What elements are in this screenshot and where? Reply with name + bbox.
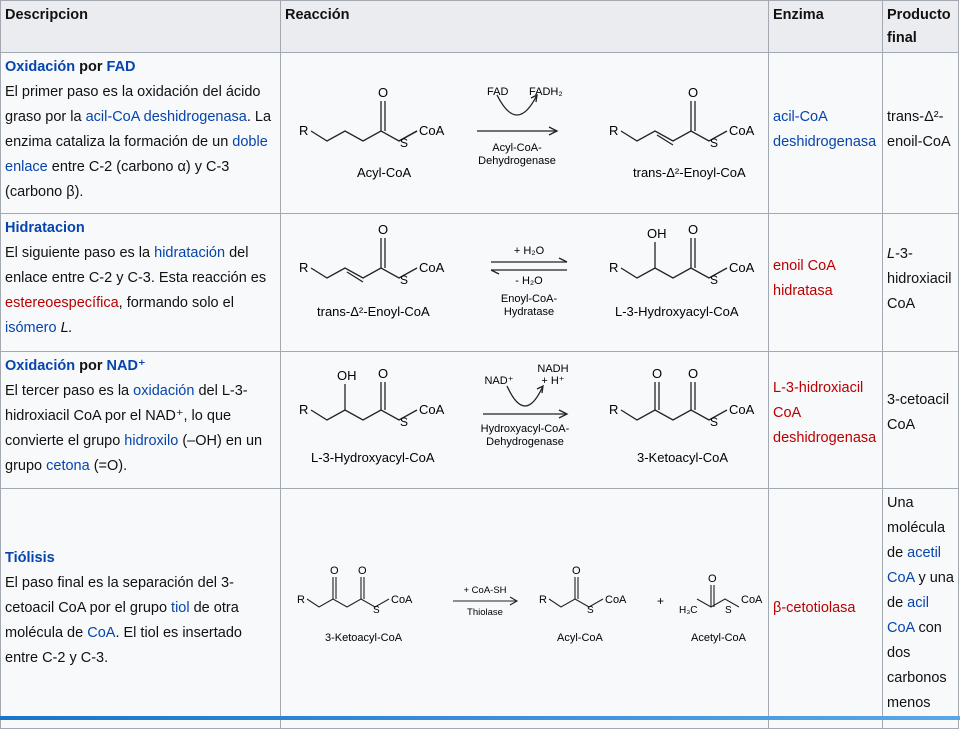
row-title-link[interactable]: FAD bbox=[106, 59, 136, 75]
row-title[interactable]: Oxidación bbox=[5, 358, 76, 374]
arrow-enzyme: Dehydrogenase bbox=[478, 155, 556, 167]
struct-s: S bbox=[587, 604, 594, 616]
arrow-enzyme: Dehydrogenase bbox=[486, 436, 564, 448]
struct-o: O bbox=[688, 366, 699, 381]
struct-h3c: H₃C bbox=[679, 604, 698, 616]
struct-coa: CoA bbox=[419, 123, 445, 138]
desc-link[interactable]: isómero bbox=[5, 320, 57, 336]
desc-text: El paso final es la separación del 3-cetoacil CoA por el grupo bbox=[5, 575, 234, 616]
struct-s: S bbox=[400, 415, 409, 429]
struct-s: S bbox=[710, 415, 719, 429]
enzyme-link[interactable]: acil-CoA deshidrogenasa bbox=[773, 109, 877, 150]
struct-o: O bbox=[378, 222, 389, 237]
struct-r: R bbox=[297, 593, 305, 606]
struct-r: R bbox=[609, 402, 619, 417]
desc-link[interactable]: acil-CoA deshidrogenasa bbox=[85, 109, 247, 125]
final-text: Una molécula de bbox=[887, 495, 946, 561]
enzyme-link[interactable]: β-cetotiolasa bbox=[773, 600, 856, 616]
reactant-label: L-3-Hydroxyacyl-CoA bbox=[311, 450, 435, 465]
header-product[interactable]: Producto final bbox=[883, 1, 959, 53]
desc-text: (–OH) en un grupo bbox=[5, 433, 263, 474]
struct-coa: CoA bbox=[419, 402, 445, 417]
product-label: 3-Ketoacyl-CoA bbox=[637, 450, 729, 465]
row-title-link[interactable]: NAD⁺ bbox=[106, 358, 146, 374]
arrow-enzyme: Acyl-CoA- bbox=[492, 142, 542, 154]
row-description bbox=[1, 214, 281, 352]
desc-text: (=O). bbox=[89, 458, 128, 474]
row-title-connector: por bbox=[75, 59, 107, 75]
struct-oh: OH bbox=[337, 368, 357, 383]
struct-r: R bbox=[299, 123, 309, 138]
struct-coa: CoA bbox=[391, 593, 413, 606]
desc-text: , formando solo el bbox=[118, 295, 234, 311]
final-product: -3-hidroxiacil CoA bbox=[887, 246, 952, 312]
cofactor-out: NADH bbox=[537, 363, 569, 375]
struct-coa: CoA bbox=[729, 123, 755, 138]
product-cell bbox=[883, 352, 959, 489]
bottom-accent-bar bbox=[0, 716, 960, 720]
desc-text: El primer paso es la oxidación del ácido graso por la bbox=[5, 84, 261, 125]
arrow-enzyme: Thiolase bbox=[467, 606, 503, 618]
enzyme-link[interactable]: L-3-hidroxiacil CoA deshidrogenasa bbox=[773, 380, 877, 446]
desc-text: . El tiol es insertado entre C-2 y C-3. bbox=[5, 625, 242, 666]
struct-s: S bbox=[400, 136, 409, 150]
struct-s: S bbox=[373, 604, 380, 616]
desc-link[interactable]: cetona bbox=[46, 458, 90, 474]
struct-o: O bbox=[652, 366, 663, 381]
struct-o: O bbox=[330, 564, 339, 577]
enzyme-cell bbox=[769, 53, 883, 214]
final-product-prefix: L bbox=[887, 246, 896, 262]
product-cell bbox=[883, 489, 959, 729]
water-in: + H₂O bbox=[513, 245, 545, 257]
reaction-scheme bbox=[285, 55, 773, 211]
enzyme-link[interactable]: enoil CoA hidratasa bbox=[773, 258, 836, 299]
struct-o: O bbox=[572, 564, 581, 577]
reactant-label: trans-Δ²-Enoyl-CoA bbox=[317, 304, 430, 319]
struct-s: S bbox=[710, 273, 719, 287]
enzyme-cell bbox=[769, 214, 883, 352]
struct-coa: CoA bbox=[729, 402, 755, 417]
reaction-cell bbox=[281, 53, 769, 214]
row-title[interactable]: Hidratacion bbox=[5, 220, 85, 236]
row-title-connector: por bbox=[75, 358, 107, 374]
row-title[interactable]: Oxidación bbox=[5, 59, 76, 75]
cofactor-in: FAD bbox=[487, 86, 509, 98]
struct-r: R bbox=[299, 402, 309, 417]
arrow-enzyme: Enoyl-CoA- bbox=[500, 293, 558, 305]
final-product: trans-Δ²-enoil-CoA bbox=[887, 109, 951, 150]
product-label: L-3-Hydroxyacyl-CoA bbox=[615, 304, 739, 319]
desc-text: entre C-2 (carbono α) y C-3 (carbono β). bbox=[5, 159, 230, 200]
struct-oh: OH bbox=[647, 226, 667, 241]
struct-s: S bbox=[710, 136, 719, 150]
desc-link[interactable]: tiol bbox=[171, 600, 190, 616]
cofactor-in: NAD⁺ bbox=[484, 375, 514, 387]
header-description[interactable]: Descripcion bbox=[1, 1, 281, 53]
struct-o: O bbox=[688, 222, 699, 237]
struct-coa: CoA bbox=[419, 260, 445, 275]
struct-o: O bbox=[378, 366, 389, 381]
reactant-label: 3-Ketoacyl-CoA bbox=[325, 631, 403, 644]
reagent-in: + CoA-SH bbox=[463, 584, 507, 596]
struct-s: S bbox=[400, 273, 409, 287]
reaction-scheme bbox=[285, 549, 773, 669]
desc-text: El tercer paso es la bbox=[5, 383, 134, 399]
cofactor-out: + H⁺ bbox=[541, 375, 565, 387]
final-link[interactable]: acil CoA bbox=[887, 595, 929, 636]
desc-text: . La enzima cataliza la formación de un bbox=[5, 109, 272, 150]
product-label: trans-Δ²-Enoyl-CoA bbox=[633, 165, 746, 180]
final-text: y una de bbox=[887, 570, 954, 611]
reaction-scheme bbox=[285, 216, 773, 349]
arrow-enzyme: Hydroxyacyl-CoA- bbox=[480, 423, 570, 435]
final-link[interactable]: acetil CoA bbox=[887, 545, 942, 586]
desc-link[interactable]: doble enlace bbox=[5, 134, 268, 175]
desc-text: L. bbox=[56, 320, 73, 336]
final-text: con dos carbonos menos bbox=[887, 620, 947, 711]
desc-text: del L-3-hidroxiacil CoA por el NAD⁺, lo que convierte el grupo bbox=[5, 383, 248, 449]
row-description bbox=[1, 352, 281, 489]
cofactor-out: FADH₂ bbox=[529, 86, 563, 98]
product-label: Acyl-CoA bbox=[557, 631, 603, 644]
table-row bbox=[1, 53, 959, 214]
enzyme-cell bbox=[769, 352, 883, 489]
reaction-scheme bbox=[285, 354, 773, 486]
reaction-cell bbox=[281, 352, 769, 489]
final-product: 3-cetoacil CoA bbox=[887, 392, 950, 433]
row-title[interactable]: Tiólisis bbox=[5, 550, 55, 566]
product-cell bbox=[883, 214, 959, 352]
arrow-enzyme: Hydratase bbox=[503, 306, 555, 318]
struct-coa: CoA bbox=[605, 593, 627, 606]
struct-r: R bbox=[539, 593, 547, 606]
struct-coa: CoA bbox=[729, 260, 755, 275]
struct-r: R bbox=[609, 123, 619, 138]
desc-text: El siguiente paso es la bbox=[5, 245, 155, 261]
struct-o: O bbox=[688, 85, 699, 100]
desc-link[interactable]: hidratación bbox=[154, 245, 226, 261]
table-row bbox=[1, 214, 959, 352]
enzyme-cell bbox=[769, 489, 883, 729]
row-description bbox=[1, 489, 281, 729]
struct-r: R bbox=[299, 260, 309, 275]
row-description bbox=[1, 53, 281, 214]
desc-text: de otra molécula de bbox=[5, 600, 239, 641]
reaction-cell bbox=[281, 489, 769, 729]
desc-link[interactable]: oxidación bbox=[133, 383, 195, 399]
desc-text: del enlace entre C-2 y C-3. Esta reacción es bbox=[5, 245, 267, 286]
struct-r: R bbox=[609, 260, 619, 275]
header-enzyme[interactable]: Enzima bbox=[769, 1, 883, 53]
plus-sign: + bbox=[657, 593, 665, 608]
water-out: - H₂O bbox=[515, 275, 543, 287]
header-reaction[interactable]: Reacción bbox=[281, 1, 769, 53]
desc-link[interactable]: estereoespecífica bbox=[5, 295, 119, 311]
struct-s: S bbox=[725, 604, 732, 616]
table-row bbox=[1, 489, 959, 729]
struct-o: O bbox=[378, 85, 389, 100]
product-label-2: Acetyl-CoA bbox=[691, 631, 747, 644]
struct-o: O bbox=[358, 564, 367, 577]
product-cell bbox=[883, 53, 959, 214]
table-row bbox=[1, 352, 959, 489]
reactant-label: Acyl-CoA bbox=[357, 165, 412, 180]
desc-link[interactable]: hidroxilo bbox=[124, 433, 179, 449]
struct-o: O bbox=[708, 572, 717, 585]
reaction-cell bbox=[281, 214, 769, 352]
desc-link[interactable]: CoA bbox=[87, 625, 116, 641]
struct-coa: CoA bbox=[741, 593, 763, 606]
